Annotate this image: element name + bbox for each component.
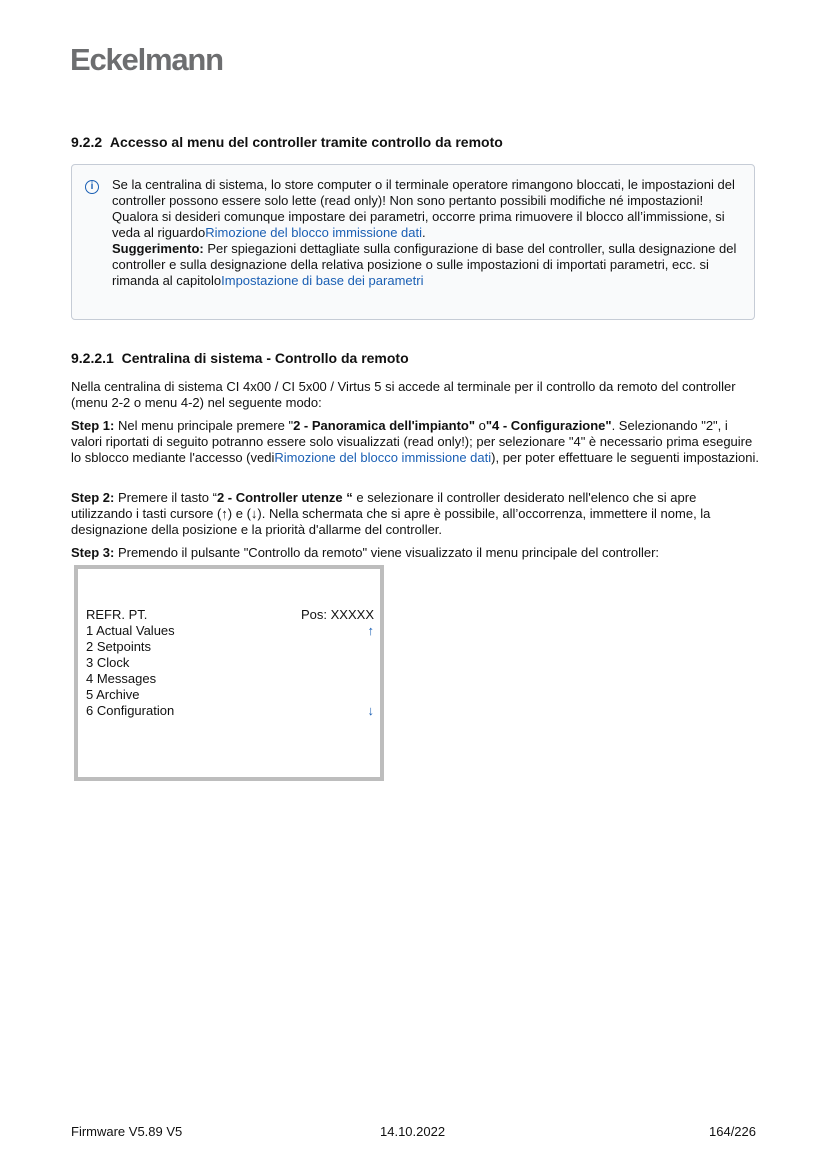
info-icon: i [85,180,99,194]
controller-menu-screen [74,565,384,781]
note-text-2: Qualora si desideri comunque impostare dei parametri, occorre prima rimuovere il blocco all’immissione, si veda al riguardoRimozione del blocco immissione dati. [112,209,725,240]
arrow-up-icon: ↑ [367,623,374,638]
note-text-1: Se la centralina di sistema, lo store computer o il terminale operatore rimangono bloccati, le impostazioni del controller possono essere solo lette (read only)! Non sono pertanto possibili modifiche né impostazioni! [112,177,735,208]
footer-page-number: 164/226 [709,1124,756,1139]
menu-item[interactable]: 2 Setpoints [86,639,152,654]
eckelmann-logo: Eckelmann [70,42,223,77]
menu-item[interactable]: 5 Archive [86,687,140,702]
footer-date: 14.10.2022 [380,1124,446,1139]
link-rimozione-blocco[interactable]: Rimozione del blocco immissione dati [205,225,422,240]
step1-paragraph: Step 1: Nel menu principale premere "2 - Panoramica dell'impianto" o"4 - Configurazione". Selezionando "2", i valori riportati di seguito potranno essere solo visualizzati (read only!); per selezionare "4" è necessario prima eseguire lo sblocco mediante l'accesso (vediRimozione del blocco immissione dati), per poter effettuare le seguenti impostazioni. [71,418,759,465]
section-heading: 9.2.2 Accesso al menu del controller tramite controllo da remoto [71,134,503,150]
menu-item[interactable]: 4 Messages [86,671,157,686]
step3-paragraph: Step 3: Premendo il pulsante "Controllo da remoto" viene visualizzato il menu principale del controller: [71,545,660,560]
step2-paragraph: Step 2: Premere il tasto “2 - Controller utenze “ e selezionare il controller desiderato nell'elenco che si apre utilizzando i tasti cursore (↑) e (↓). Nella schermata che si apre è possibile, all’occorrenza, immettere il nome, la designazione della posizione e la priorità d'allarme del controller. [71,490,711,537]
menu-item[interactable]: 3 Clock [86,655,130,670]
screen-header: REFR. PT. Pos: XXXXX [86,607,374,622]
intro-paragraph: Nella centralina di sistema CI 4x00 / CI 5x00 / Virtus 5 si accede al terminale per il controllo da remoto del controller (menu 2-2 o menu 4-2) nel seguente modo: [71,379,736,410]
note-text-3: Suggerimento: Per spiegazioni dettagliate sulla configurazione di base del controller, sulla designazione del controller e sulla designazione della relativa posizione o sulle impostazioni di importati parametri, ecc. si rimanda al capitoloImpostazione di base dei parametri [112,241,737,288]
menu-item[interactable]: 6 Configuration ↓ [86,703,374,718]
menu-item[interactable]: 1 Actual Values ↑ [86,623,374,638]
link-rimozione-blocco-2[interactable]: Rimozione del blocco immissione dati [274,450,492,465]
info-note [71,164,755,320]
subsection-heading: 9.2.2.1 Centralina di sistema - Controllo da remoto [71,350,409,366]
link-impostazione-base[interactable]: Impostazione di base dei parametri [221,273,424,288]
footer-firmware: Firmware V5.89 V5 [71,1124,183,1139]
arrow-down-icon: ↓ [367,703,374,718]
